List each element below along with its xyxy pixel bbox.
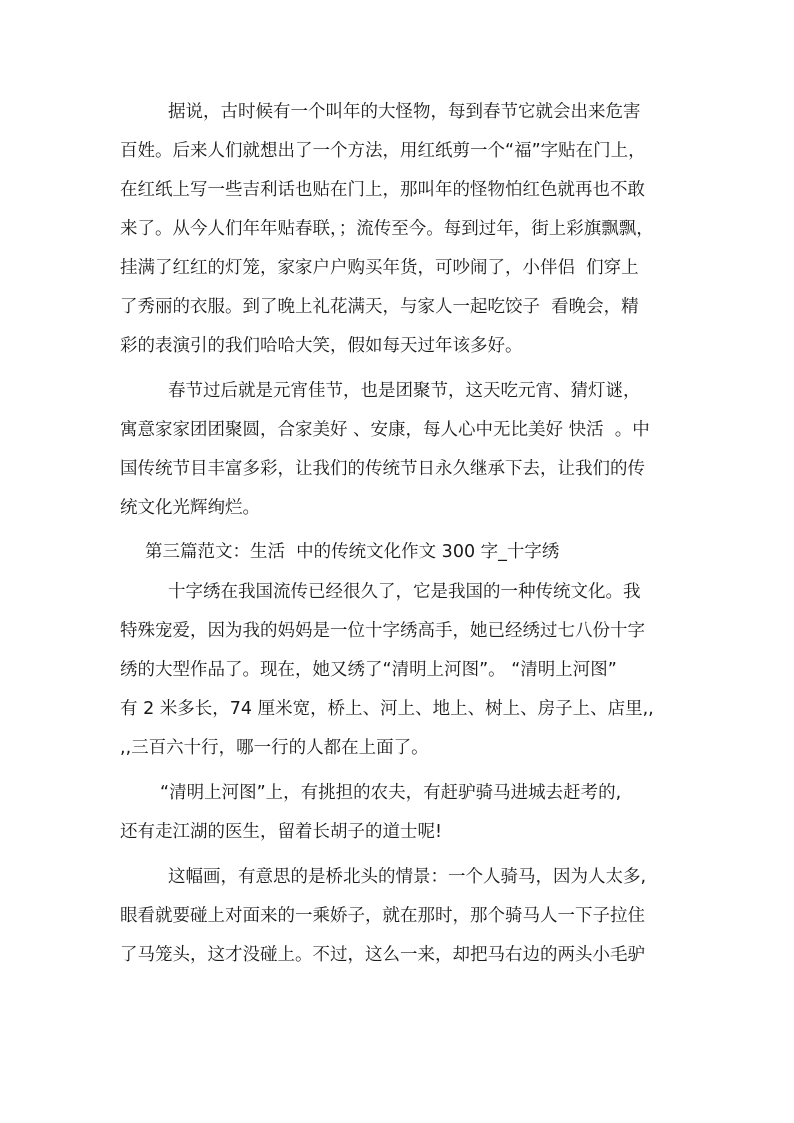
paragraph-2-line-2: 寓意家家团团聚圆，合家美好 、安康，每人心中无比美好 快活 。中 [120, 420, 650, 440]
paragraph-5-line-1: “清明上河图”上，有挑担的农夫，有赶驴骑马进城去赶考的, [160, 783, 622, 803]
paragraph-6-line-1: 这幅画，有意思的是桥北头的情景：一个人骑马，因为人太多, [168, 867, 647, 887]
paragraph-1-line-2: 百姓。后来人们就想出了一个方法，用红纸剪一个“福”字贴在门上， [120, 141, 646, 161]
paragraph-5-line-2: 还有走江湖的医生，留着长胡子的道士呢! [120, 822, 443, 842]
paragraph-1-line-7: 彩的表演引的我们哈哈大笑，假如每天过年该多好。 [120, 336, 523, 356]
paragraph-1-line-1: 据说，古时候有一个叫年的大怪物，每到春节它就会出来危害 [168, 102, 641, 122]
paragraph-1-line-5: 挂满了红红的灯笼，家家户户购买年货，可吵闹了，小伴侣 们穿上 [120, 258, 639, 278]
paragraph-4-line-3: 绣的大型作品了。现在，她又绣了“清明上河图”。 “清明上河图” [120, 660, 617, 680]
paragraph-4-line-4: 有 2 米多长，74 厘米宽，桥上、河上、地上、树上、房子上、店里,, [120, 699, 654, 719]
paragraph-6-line-3: 了马笼头，这才没碰上。不过，这么一来，却把马右边的两头小毛驴 [120, 945, 645, 965]
paragraph-1-line-6: 了秀丽的衣服。到了晚上礼花满天，与家人一起吃饺子 看晚会，精 [120, 297, 639, 317]
section-heading: 第三篇范文：生活 中的传统文化作文 300 字_十字绣 [145, 542, 560, 562]
paragraph-1-line-3: 在红纸上写一些吉利话也贴在门上，那叫年的怪物怕红色就再也不敢 [120, 180, 645, 200]
paragraph-2-line-4: 统文化光辉绚烂。 [120, 498, 260, 518]
paragraph-2-line-3: 国传统节目丰富多彩，让我们的传统节日永久继承下去，让我们的传 [120, 459, 645, 479]
paragraph-4-line-1: 十字绣在我国流传已经很久了，它是我国的一种传统文化。我 [168, 582, 641, 602]
paragraph-6-line-2: 眼看就要碰上对面来的一乘娇子，就在那时，那个骑马人一下子拉住 [120, 906, 645, 926]
paragraph-4-line-2: 特殊宠爱，因为我的妈妈是一位十字绣高手，她已经绣过七八份十字 [120, 621, 645, 641]
paragraph-2-line-1: 春节过后就是元宵佳节，也是团聚节，这天吃元宵、猜灯谜， [168, 381, 641, 401]
paragraph-1-line-4: 来了。从今人们年年贴春联，；流传至今。每到过年，街上彩旗飘飘， [120, 219, 654, 239]
paragraph-4-line-5: ,,三百六十行，哪一行的人都在上面了。 [120, 738, 429, 758]
